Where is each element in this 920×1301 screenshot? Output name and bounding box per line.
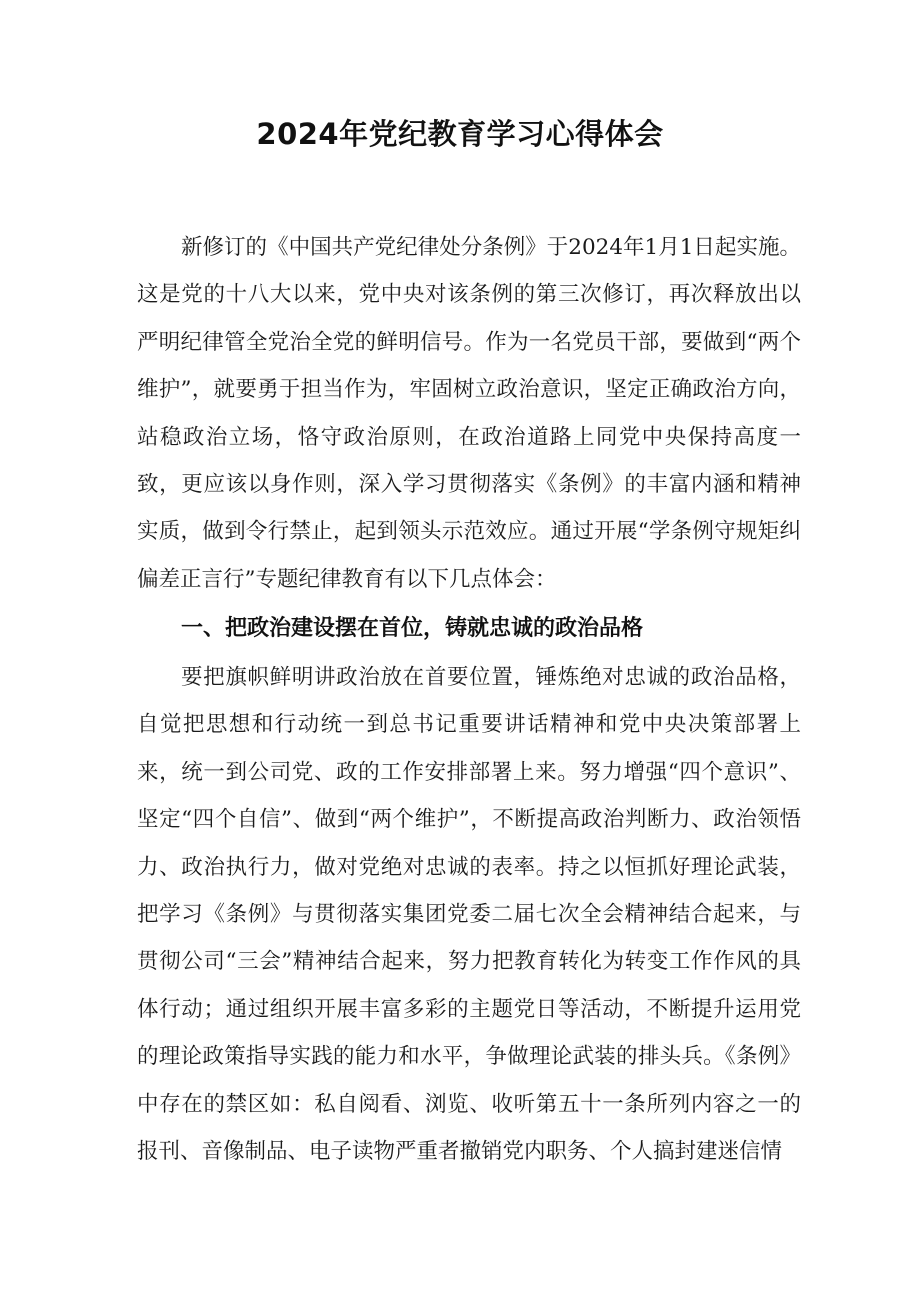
section-heading: 一、把政治建设摆在首位，铸就忠诚的政治品格 [181, 616, 644, 641]
section-paragraph: 要把旗帜鲜明讲政治放在首要位置，锤炼绝对忠诚的政治品格，自觉把思想和行动统一到总书记重要讲话精神和党中央决策部署上来，统一到公司党、政的工作安排部署上来。努力增强“四个意识”、坚定“四个自信”、做到“两个维护”，不断提高政治判断力、政治领悟力、政治执行力，做对党绝对忠诚的表率。持之以恒抓好理论武装，把学习《条例》与贯彻落实集团党委二届七次全会精神结合起来，与贯彻公司“三会”精神结合起来，努力把教育转化为转变工作作风的具体行动；通过组织开展丰富多彩的主题党日等活动，不断提升运用党的理论政策指导实践的能力和水平，争做理论武装的排头兵。《条例》中存在的禁区如：私自阅看、浏览、收听第五十一条所列内容之一的报刊、音像制品、电子读物严重者撤销党内职务、个人搞封建迷信情 [137, 665, 801, 1165]
document-title: 2024年党纪教育学习心得体会 [256, 117, 664, 151]
intro-paragraph: 新修订的《中国共产党纪律处分条例》于2024年1月1日起实施。这是党的十八大以来，党中央对该条例的第三次修订，再次释放出以严明纪律管全党治全党的鲜明信号。作为一名党员干部，要做到“两个维护”，就要勇于担当作为，牢固树立政治意识，坚定正确政治方向，站稳政治立场，恪守政治原则，在政治道路上同党中央保持高度一致，更应该以身作则，深入学习贯彻落实《条例》的丰富内涵和精神实质，做到令行禁止，起到领头示范效应。通过开展“学条例守规矩纠偏差正言行”专题纪律教育有以下几点体会： [137, 235, 801, 592]
